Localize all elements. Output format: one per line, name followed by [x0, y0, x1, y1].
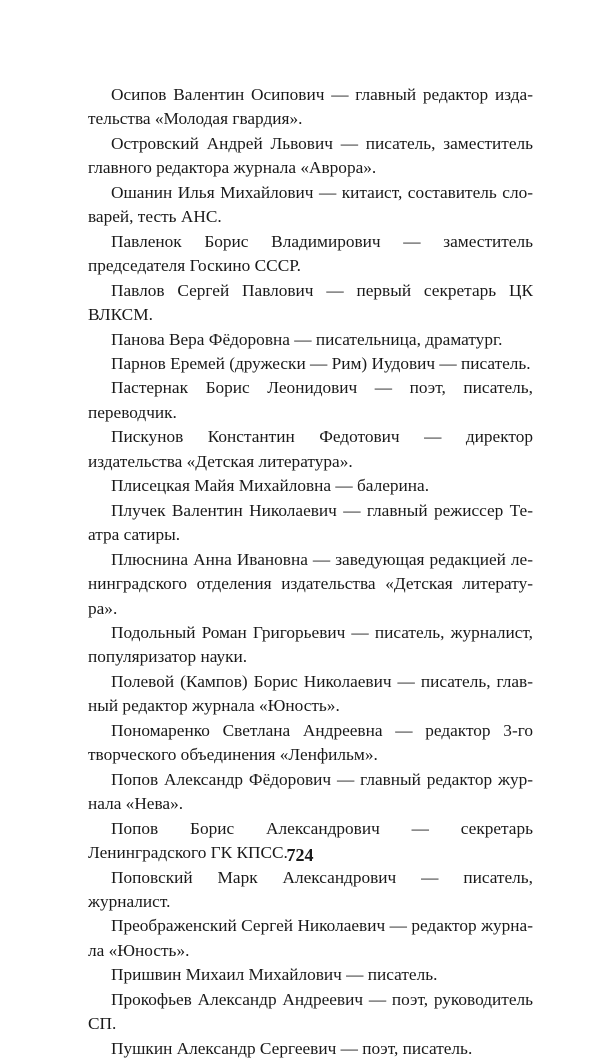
page-body [88, 83, 533, 1061]
entry-osipov: Осипов Валентин Осипович — главный редактор издательства «Молодая гвардия». [88, 85, 533, 129]
entry-panova: Панова Вера Фёдоровна — писательница, драматург. [111, 329, 503, 349]
entry-podolny: Подольный Роман Григорьевич — писатель, журналист, популяризатор науки. [88, 622, 533, 667]
entry-plisetskaya: Плисецкая Майя Михайловна — балерина. [111, 476, 430, 496]
entry-popov-boris: Попов Борис Александрович — секретарь Ленинградского ГК КПСС. [88, 818, 533, 863]
entry-piskunov: Пискунов Константин Федотович — директор издательства «Детская литература». [88, 427, 533, 471]
entry-pavlov: Павлов Сергей Павлович — первый секретарь ЦК ВЛКСМ. [88, 280, 533, 325]
entry-pavlenok: Павленок Борис Владимирович — заместитель председателя Госкино СССР. [88, 231, 533, 276]
page-number: 724 [286, 845, 314, 865]
entry-popov-alexander: Попов Александр Фёдорович — главный редактор журнала «Нева». [88, 769, 533, 814]
entry-pluchek: Плучек Валентин Николаевич — главный режиссер Театра сатиры. [88, 500, 533, 545]
entry-polevoy: Полевой (Кампов) Борис Николаевич — писатель, главный редактор журнала «Юность». [88, 671, 533, 716]
entry-popovsky: Поповский Марк Александрович — писатель, журналист. [88, 867, 533, 911]
entry-oshanin: Ошанин Илья Михайлович — китаист, составитель словарей, тесть АНС. [88, 182, 533, 227]
entry-parnov: Парнов Еремей (дружески — Рим) Иудович — писатель. [111, 353, 531, 373]
entry-ostrovsky: Островский Андрей Львович — писатель, заместитель главного редактора журнала «Аврора». [88, 133, 533, 178]
entry-prishvin: Пришвин Михаил Михайлович — писатель. [111, 965, 438, 985]
entry-prokofiev: Прокофьев Александр Андреевич — поэт, руководитель СП. [88, 989, 533, 1034]
entry-pushkin: Пушкин Александр Сергеевич — поэт, писатель. [111, 1038, 473, 1058]
entry-ponomarenko: Пономаренко Светлана Андреевна — редактор 3-го творческого объединения «Ленфильм». [88, 720, 533, 765]
entry-plyusnina: Плюснина Анна Ивановна — заведующая редакцией ленинградского отделения издательства «Детская литература». [88, 549, 533, 618]
entry-preobrazhensky: Преображенский Сергей Николаевич — редактор журнала «Юность». [88, 916, 533, 960]
entry-pasternak: Пастернак Борис Леонидович — поэт, писатель, переводчик. [88, 378, 533, 422]
